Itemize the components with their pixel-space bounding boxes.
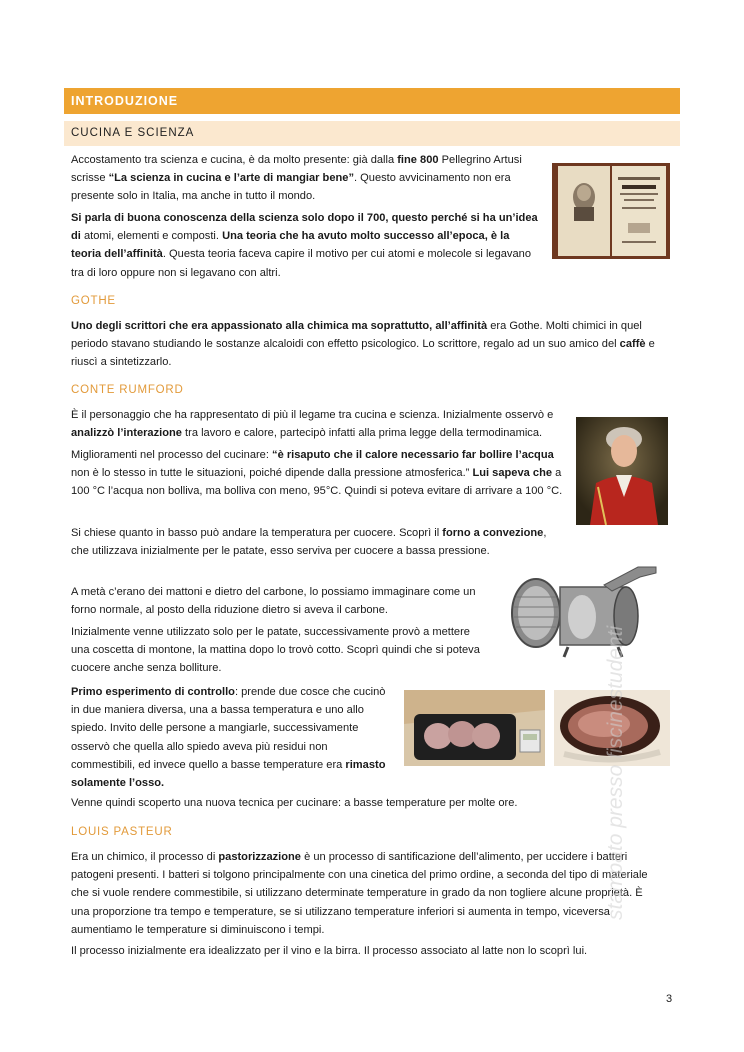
watermark xyxy=(556,540,656,940)
paragraph-cucina-1: Accostamento tra scienza e cucina, è da molto presente: già dalla fine 800 Pellegrino Artusi scrisse “La scienza in cucina e l’arte di mangiar bene”. Questo avvicinamento non era presente solo in Italia, ma anche in tutto il mondo. xyxy=(71,154,522,203)
paragraph-rumford-2: Miglioramenti nel processo del cucinare: “è risaputo che il calore necessario far bollire l’acqua non è lo stesso in tutte le situazioni, poiché dipende dalla pressione atmosferica.” Lui sapeva che a 100 °C l’acqua non bolliva, ma bolliva con meno, 95°C. Quindi si poteva evitare di arrivare a 100 °C. xyxy=(71,449,563,498)
paragraph-cucina-2: Si parla di buona conoscenza della scienza solo dopo il 700, questo perché si ha un’idea di atomi, elementi e composti. Una teoria che ha avuto molto successo all’epoca, è la teoria dell’affinità. Questa teoria faceva capire il motivo per cui atomi e molecole si legavano tra di loro oppure non si legavano con altri. xyxy=(71,212,538,279)
chapter-subtitle: CUCINA E SCIENZA xyxy=(64,121,680,146)
paragraph-pasteur-1: Era un chimico, il processo di pastorizzazione è un processo di santificazione dell’alimento, per uccidere i batteri patogeni presenti. I batteri si tolgono principalmente con una cinetica del primo ordine, a seconda del tipo di materiale che si vuole rendere commestibile, si utilizzano determinate temperature in grado da non togliere alcune proprietà. È una proporzione tra tempo e temperature, se si utilizzano temperature inferiori si aumenta in tempo, viceversa aumentiamo le temperature si diminuiscono i tempi. xyxy=(71,851,648,936)
meat-tray-image xyxy=(404,690,545,766)
section-title-pasteur: LOUIS PASTEUR xyxy=(71,826,173,838)
section-title-rumford: CONTE RUMFORD xyxy=(71,384,184,396)
paragraph-rumford-3: Si chiese quanto in basso può andare la temperatura per cuocere. Scoprì il forno a convezione, che utilizzava inizialmente per le patate, esso serviva per cuocere a bassa pressione. xyxy=(71,527,547,558)
paragraph-pasteur-2: Il processo inizialmente era idealizzato per il vino e la birra. Il processo associato al latte non lo scoprì lui. xyxy=(71,945,588,957)
paragraph-gothe: Uno degli scrittori che era appassionato alla chimica ma soprattutto, all’affinità era Gothe. Molti chimici in quel periodo stavano studiando le sostanze alcaloidi con effetto psicologico. Lo scrittore, regalo ad un suo amico del caffè e riuscì a sintetizzarlo. xyxy=(71,320,655,369)
page-number: 3 xyxy=(666,993,673,1005)
paragraph-rumford-4: A metà c’erano dei mattoni e dietro del carbone, lo possiamo immaginare come un forno normale, al posto della riduzione dietro si aveva il carbone. xyxy=(71,586,476,617)
chapter-title: INTRODUZIONE xyxy=(64,88,680,114)
paragraph-rumford-1: È il personaggio che ha rappresentato di più il legame tra cucina e scienza. Inizialmente osservò e analizzò l’interazione tra lavoro e calore, partecipò infatti alla prima legge della termodinamica. xyxy=(71,409,554,440)
paragraph-rumford-6: Primo esperimento di controllo: prende due cosce che cucinò in due maniera diversa, una a bassa temperatura e uno allo spiedo. Invito delle persone a mangiarle, successivamente osservò che quella allo spiedo aveva più residui non commestibili, ed invece quello a basse temperature era rimasto solamente l’osso. xyxy=(71,686,386,790)
section-title-gothe: GOTHE xyxy=(71,295,116,307)
paragraph-rumford-5: Inizialmente venne utilizzato solo per le patate, successivamente provò a mettere una coscetta di montone, la mattina dopo lo trovò cotto. Scoprì quindi che si poteva cuocere anche senza bolliture. xyxy=(71,626,480,675)
paragraph-rumford-7: Venne quindi scoperto una nuova tecnica per cucinare: a basse temperature per molte ore. xyxy=(71,797,518,809)
watermark-text: stampato presso fiscinestudenti xyxy=(604,625,627,920)
rumford-portrait-image xyxy=(576,417,668,525)
artusi-book-image xyxy=(552,163,670,259)
